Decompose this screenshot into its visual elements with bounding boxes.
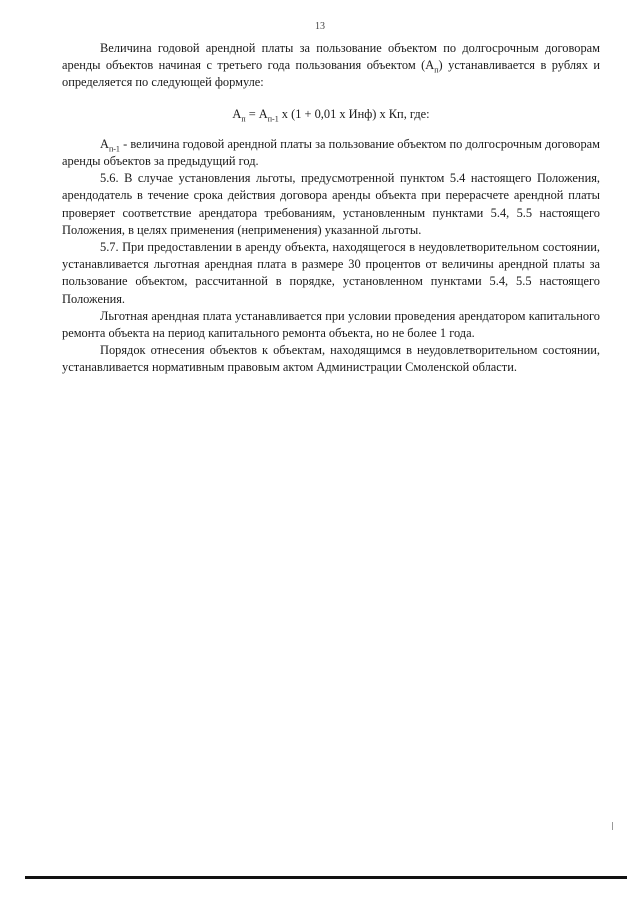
page-number: 13	[315, 21, 325, 32]
paragraph-definition	[62, 136, 600, 170]
paragraph-classification-order: Порядок отнесения объектов к объектам, находящимся в неудовлетворительном состоянии, устанавливается нормативным правовым актом Администрации Смоленской области.	[62, 343, 600, 375]
paragraph-preferential-rent: Льготная арендная плата устанавливается при условии проведения арендатором капитального ремонта объекта на период капитального ремонта объекта, но не более 1 года.	[62, 308, 600, 341]
intro-text: Величина годовой арендной платы за пользование объектом по долгосрочным договорам аренды объектов начиная с третьего года пользования объектом (A	[62, 41, 600, 73]
formula-symbol: A	[232, 106, 242, 121]
definition-subscript: п-1	[108, 144, 120, 154]
bottom-rule	[25, 876, 627, 879]
intro-subscript: п	[434, 65, 439, 75]
document-body	[62, 40, 600, 377]
formula	[62, 106, 600, 123]
paragraph-intro	[62, 40, 600, 92]
scan-mark	[612, 822, 613, 830]
definition-text: - величина годовой арендной платы за пользование объектом по долгосрочным договорам аренды объектов за предыдущий год.	[62, 136, 600, 169]
paragraph-5-6: 5.6. В случае установления льготы, предусмотренной пунктом 5.4 настоящего Положения, арендодатель в течение срока действия договора аренды объекта при перерасчете арендной платы проверяет соответствие арендатора требованиям, установленным пунктами 5.4, 5.5 настоящего Положения, в целях применения (неприменения) указанной льготы.	[62, 171, 600, 237]
definition-symbol: A	[100, 136, 109, 151]
formula-rest: х (1 + 0,01 х Инф) х Кп, где:	[278, 106, 430, 121]
paragraph-5-7: 5.7. При предоставлении в аренду объекта, находящегося в неудовлетворительном состоянии, устанавливается льготная арендная плата в размере 30 процентов от величины арендной платы за пользование объектом, рассчитанной в порядке, установленном пунктами 5.4, 5.5 настоящего Положения.	[62, 240, 600, 306]
formula-symbol-subscript: п	[241, 114, 246, 124]
formula-equals-part: = A	[245, 106, 268, 121]
formula-previous-subscript: п-1	[267, 114, 279, 124]
intro-text-end: ) устанавливается в рублях и определяется по следующей формуле:	[62, 58, 600, 90]
